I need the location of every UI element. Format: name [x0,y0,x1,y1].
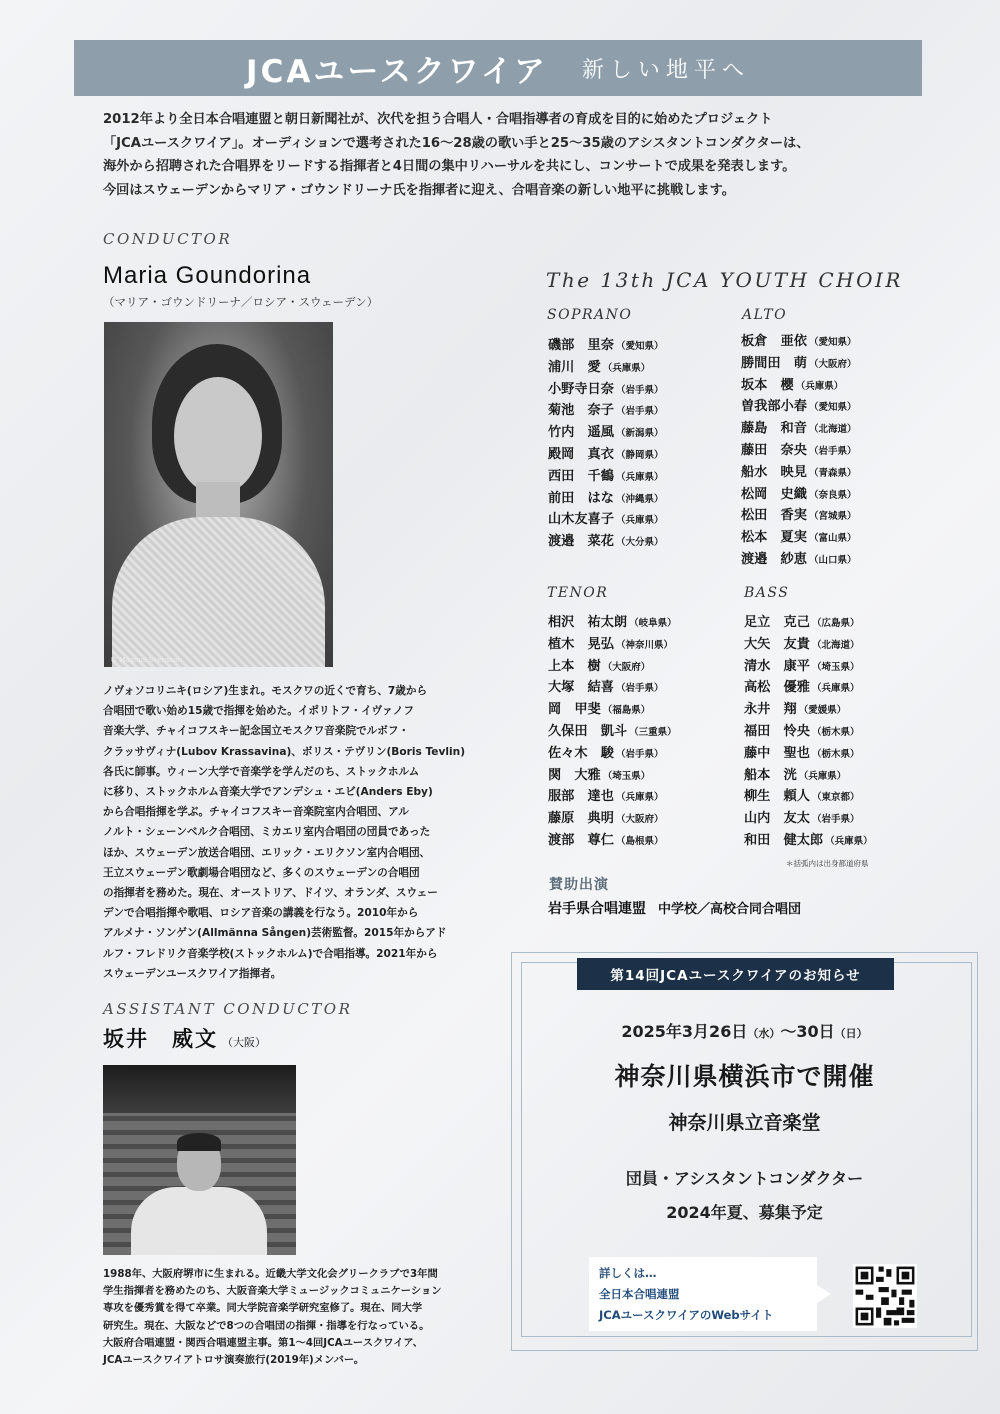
bio-line: アルメナ・ソンゲン(Allmänna Sången)芸術監督。2015年からアド [103,927,447,940]
bio-line: の指揮者を務めた。現在、オーストリア、ドイツ、オランダ、スウェー [103,887,438,900]
member-prefecture: （大阪府） [615,814,664,826]
member-prefecture: （東京都） [811,792,860,804]
intro-text [103,108,903,202]
member-item [548,807,677,829]
bio-line: 合唱団で歌い始め15歳で指揮を始めた。イポリトフ・イヴァノフ [103,705,414,718]
intro-line: 「JCAユースクワイア」。オーディションで選考された16〜28歳の歌い手と25〜35歳のアシスタントコンダクターは、 [103,135,810,151]
member-item [548,611,677,633]
member-item [548,378,663,400]
photo-credit: © Magnus Svensson [110,656,183,664]
member-prefecture: （広島県） [811,618,860,629]
member-name: 佐々木 駿 [548,745,614,761]
member-item [548,785,677,807]
member-name: 船水 映見 [741,464,807,480]
member-prefecture: （岐阜県） [629,618,677,629]
member-prefecture: （北海道） [811,639,860,651]
member-prefecture: （大阪府） [602,661,651,673]
member-prefecture: （岩手県） [615,406,664,418]
member-prefecture: （静岡県） [615,449,664,461]
venue-hall: 神奈川県立音楽堂 [668,1112,821,1134]
member-name: 渡邉 菜花 [548,534,614,550]
bio-line: 各氏に師事。ウィーン大学で音楽学を学んだのち、ストックホルム [103,765,420,778]
member-item [744,676,873,698]
member-name: 山木友喜子 [548,512,614,528]
member-prefecture: （兵庫県） [795,380,844,392]
bio-line: ノヴォソコリニキ(ロシア)生まれ。モスクワの近くで育ち、7歳から [103,685,428,697]
member-name: 小野寺日奈 [548,381,614,397]
bass-label: BASS [744,585,790,601]
member-item [741,548,856,570]
member-prefecture: （兵庫県） [798,770,847,782]
member-prefecture: （兵庫県） [602,362,651,374]
link-line-1: 全日本合唱連盟 [599,1287,680,1301]
member-item [744,611,873,633]
date-start-day: （水） [747,1027,781,1040]
member-item [548,676,677,698]
member-item [741,526,856,548]
member-prefecture: （岩手県） [615,384,664,396]
member-name: 関 大雅 [548,767,601,783]
member-name: 菊池 奈子 [548,403,614,419]
bio-line: から合唱指揮を学ぶ。チャイコフスキー音楽院室内合唱団、アル [103,806,409,819]
member-item [548,742,677,764]
banner-title: JCAユースクワイア [246,53,548,90]
member-prefecture: （栃木県） [811,748,860,760]
member-item [744,655,873,677]
member-name: 渡部 尊仁 [548,832,614,848]
member-item [548,720,677,742]
tenor-label: TENOR [547,585,609,601]
bio-line: JCAユースクワイアトロサ演奏旅行(2019年)メンバー。 [103,1354,365,1367]
member-prefecture: （兵庫県） [615,515,664,527]
member-name: 勝間田 萌 [741,355,807,371]
member-name: 竹内 遥風 [548,425,614,441]
member-item [744,829,873,851]
guest-label: 賛助出演 [549,877,609,893]
intro-line: 海外から招聘された合唱界をリードする指揮者と4日間の集中リハーサルを共にし、コンサートで成果を発表します。 [103,159,796,174]
member-prefecture: （岩手県） [615,683,664,695]
bio-line: ノルト・シェーンベルク合唱団、ミカエリ室内合唱団の団員であった [103,826,431,839]
member-item [548,465,663,487]
bio-line: スウェーデンユースクワイア指揮者。 [103,967,282,980]
prefecture-note: ＊括弧内は出身都道府県 [786,859,869,868]
guest-performer [548,898,801,918]
date-start: 2025年3月26日 [621,1022,748,1041]
choir-title: The 13th JCA YOUTH CHOIR [546,268,903,292]
member-item [741,483,856,505]
alto-label: ALTO [742,307,788,323]
website-link-callout[interactable] [589,1257,817,1331]
link-lead: 詳しくは… [599,1266,657,1280]
date-end-day: （日） [834,1027,868,1040]
conductor-name-sub: （マリア・ゴウンドリーナ／ロシア・スウェーデン） [103,295,379,309]
member-prefecture: （兵庫県） [615,471,664,483]
member-prefecture: （愛媛県） [798,705,847,717]
member-prefecture: （大阪府） [808,358,857,370]
member-item [548,508,663,530]
member-item [548,399,663,421]
member-item [744,720,873,742]
recruit-line-2: 2024年夏、募集予定 [666,1203,823,1222]
member-prefecture: （岩手県） [811,814,860,826]
guest-name: 岩手県合唱連盟 [548,901,646,917]
member-prefecture: （福島県） [602,705,651,717]
member-name: 岡 甲斐 [548,702,601,718]
member-name: 大塚 結喜 [548,680,614,696]
bio-line: クラッサヴィナ(Lubov Krassavina)、ボリス・テヴリン(Boris Tevlin) [103,745,466,758]
assistant-bio [103,1266,463,1369]
member-item [741,417,856,439]
link-line-2: JCAユースクワイアのWebサイト [599,1308,774,1322]
member-prefecture: （愛知県） [808,402,857,414]
conductor-photo [104,322,333,667]
member-name: 柳生 頼人 [744,789,810,805]
member-item [548,829,677,851]
date-end: 〜30日 [780,1022,835,1041]
member-item [548,443,663,465]
member-name: 坂本 櫻 [741,377,794,393]
member-name: 高松 優雅 [744,680,810,696]
member-item [548,487,663,509]
member-item [741,461,856,483]
title-banner [74,40,922,96]
member-name: 松本 夏実 [741,530,807,546]
member-item [548,334,663,356]
conductor-bio [103,681,466,984]
member-name: 久保田 凱斗 [548,723,628,739]
bio-line: 音楽大学、チャイコフスキー記念国立モスクワ音楽院でルボフ・ [103,725,410,738]
conductor-name: Maria Goundorina [103,262,312,289]
member-prefecture: （兵庫県） [825,835,873,847]
member-item [744,742,873,764]
member-item [744,698,873,720]
member-name: 曽我部小春 [741,399,807,415]
guest-detail: 中学校／高校合同合唱団 [658,902,802,917]
member-name: 足立 克己 [744,615,810,630]
member-item [741,395,856,417]
member-name: 大矢 友貴 [744,636,810,652]
member-name: 松岡 史織 [741,486,807,502]
member-name: 清水 康平 [744,658,810,674]
member-prefecture: （山口県） [808,554,857,566]
member-name: 植木 晃弘 [548,636,614,652]
member-name: 前田 はな [548,490,614,506]
member-item [741,439,856,461]
venue-city: 神奈川県横浜市で開催 [614,1062,875,1091]
member-prefecture: （大分県） [615,537,664,549]
member-item [548,356,663,378]
member-name: 西田 千鶴 [548,468,614,484]
assistant-name-text: 坂井 威文 [103,1027,218,1051]
member-item [548,655,677,677]
assistant-pref: （大阪） [222,1036,266,1049]
member-prefecture: （島根県） [615,835,664,847]
banner-subtitle: 新しい地平へ [581,57,750,83]
intro-line: 2012年より全日本合唱連盟と朝日新聞社が、次代を担う合唱人・合唱指導者の育成を目的に始めたプロジェクト [103,112,773,127]
member-item [744,785,873,807]
bio-line: 学生指揮者を務めたのち、大阪音楽大学ミュージックコミュニケーション [103,1285,442,1298]
soprano-label: SOPRANO [547,307,633,323]
member-name: 山内 友太 [744,811,810,827]
bio-line: ほか、スウェーデン放送合唱団、エリック・エリクソン室内合唱団、 [103,846,431,859]
bass-list [744,611,873,851]
bio-line: 王立スウェーデン歌劇場合唱団など、多くのスウェーデンの合唱団 [103,866,420,879]
member-prefecture: （新潟県） [615,428,664,440]
assistant-name [103,1023,266,1053]
notice-date [511,1019,978,1042]
member-name: 浦川 愛 [548,359,601,375]
member-item [744,633,873,655]
recruit-line-1: 団員・アシスタントコンダクター [625,1169,864,1188]
member-name: 殿岡 真衣 [548,446,614,462]
member-prefecture: （兵庫県） [615,792,664,804]
conductor-label: CONDUCTOR [103,230,233,248]
intro-line: 今回はスウェーデンからマリア・ゴウンドリーナ氏を指揮者に迎え、合唱音楽の新しい地平に挑戦します。 [103,182,735,198]
member-item [741,374,856,396]
member-prefecture: （栃木県） [811,726,860,738]
assistant-label: ASSISTANT CONDUCTOR [103,1000,353,1018]
member-prefecture: （神奈川県） [615,639,673,651]
bio-line: 1988年、大阪府堺市に生まれる。近畿大学文化会グリークラブで3年間 [103,1268,438,1280]
notice-header: 第14回JCAユースクワイアのお知らせ [577,958,894,990]
member-prefecture: （富山県） [808,533,857,545]
member-name: 藤島 和音 [741,421,807,437]
bio-line: 専攻を優秀賞を得て卒業。同大学院音楽学研究室修了。現在、同大学 [103,1302,423,1315]
member-name: 藤原 典明 [548,811,614,827]
member-item [741,352,856,374]
soprano-list [548,334,663,552]
member-name: 服部 達也 [548,789,614,805]
qr-code-icon[interactable] [853,1264,917,1328]
member-prefecture: （愛知県） [808,337,857,348]
member-item [548,764,677,786]
member-name: 永井 翔 [744,702,797,718]
member-name: 船本 洸 [744,767,797,783]
alto-list [741,330,856,570]
member-name: 藤田 奈央 [741,442,807,458]
member-name: 板倉 亜依 [741,334,807,349]
assistant-photo [103,1065,296,1255]
member-prefecture: （奈良県） [808,489,857,501]
bio-line: に移り、ストックホルム音楽大学でアンデシュ・エビ(Anders Eby) [103,786,433,799]
member-prefecture: （埼玉県） [811,661,860,673]
member-prefecture: （岩手県） [808,445,857,457]
member-prefecture: （兵庫県） [811,683,860,695]
bio-line: 大阪府合唱連盟・関西合唱連盟主事。第1〜4回JCAユースクワイア、 [103,1336,424,1349]
member-name: 福田 怜央 [744,723,810,739]
member-name: 藤中 聖也 [744,745,810,761]
member-item [548,530,663,552]
bio-line: デンで合唱指揮や歌唱、ロシア音楽の講義を行なう。2010年から [103,907,419,920]
member-item [744,807,873,829]
member-prefecture: （埼玉県） [602,770,651,782]
member-item [741,330,856,352]
bio-line: ルフ・フレドリク音楽学校(ストックホルム)で合唱指導。2021年から [103,947,438,960]
member-name: 和田 健太郎 [744,832,824,848]
member-item [548,633,677,655]
member-prefecture: （宮城県） [808,511,857,523]
member-prefecture: （岩手県） [615,748,664,760]
member-name: 渡邉 紗恵 [741,551,807,567]
member-item [741,504,856,526]
tenor-list [548,611,677,851]
bio-line: 研究生。現在、大阪などで8つの合唱団の指揮・指導を行なっている。 [103,1319,430,1332]
member-item [548,421,663,443]
member-prefecture: （愛知県） [615,341,664,352]
member-name: 上本 樹 [548,658,601,674]
member-prefecture: （北海道） [808,424,857,436]
member-prefecture: （沖縄県） [615,493,664,505]
member-name: 相沢 祐太朗 [548,615,628,630]
member-item [548,698,677,720]
member-item [744,764,873,786]
member-name: 磯部 里奈 [548,338,614,353]
member-prefecture: （青森県） [808,467,857,479]
member-prefecture: （三重県） [629,726,677,738]
member-name: 松田 香実 [741,508,807,524]
